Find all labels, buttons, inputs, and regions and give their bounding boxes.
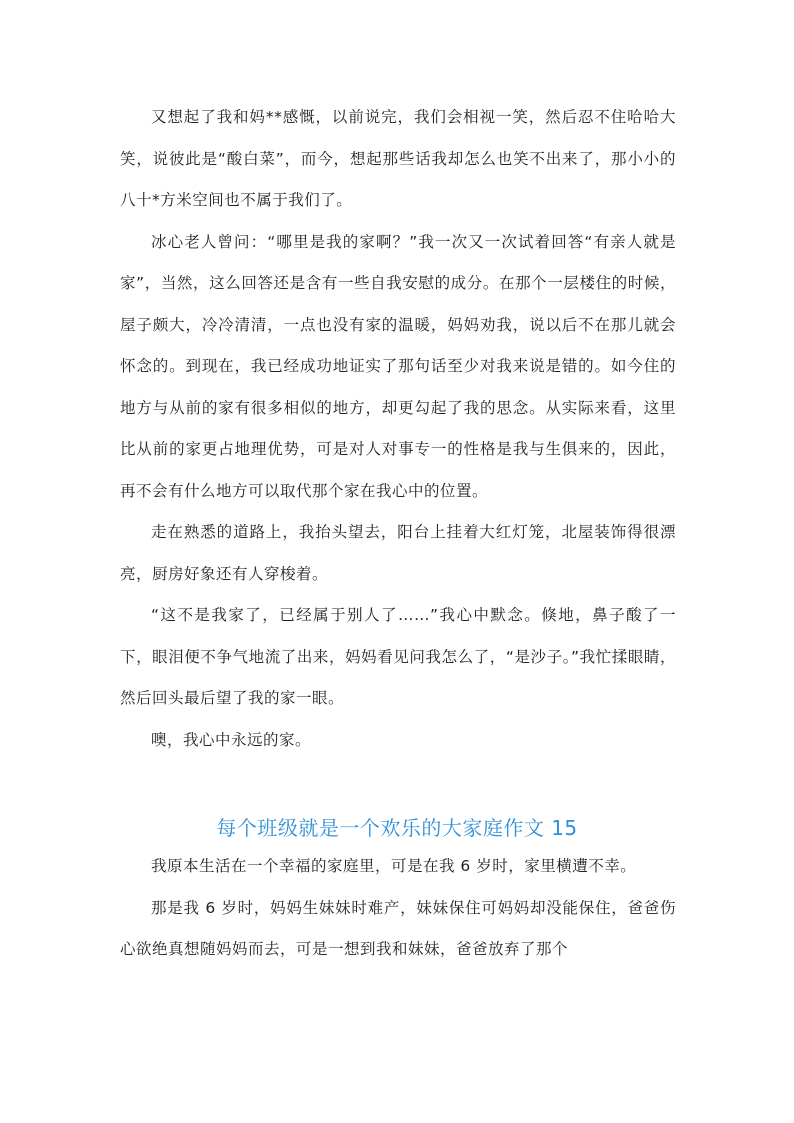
paragraph: 那是我 6 岁时，妈妈生妹妹时难产，妹妹保住可妈妈却没能保住，爸爸伤心欲绝真想随妈妈而去，可是一想到我和妹妹，爸爸放弃了那个 — [120, 898, 676, 958]
section-heading: 每个班级就是一个欢乐的大家庭作文 15 — [216, 816, 578, 840]
paragraph: 我原本生活在一个幸福的家庭里，可是在我 6 岁时，家里横遭不幸。 — [151, 857, 637, 875]
paragraph: 走在熟悉的道路上，我抬头望去，阳台上挂着大红灯笼，北屋装饰得很漂亮，厨房好象还有人穿梭着。 — [120, 523, 676, 583]
paragraph: “这不是我家了，已经属于别人了……”我心中默念。倏地，鼻子酸了一下，眼泪便不争气地流了出来，妈妈看见问我怎么了，“是沙子。”我忙揉眼睛，然后回头最后望了我的家一眼。 — [120, 606, 676, 707]
paragraph: 冰心老人曾问：“哪里是我的家啊？”我一次又一次试着回答“有亲人就是家”，当然，这么回答还是含有一些自我安慰的成分。在那个一层楼住的时候，屋子颇大，冷冷清清，一点也没有家的温暖，妈妈劝我，说以后不在那儿就会怀念的。到现在，我已经成功地证实了那句话至少对我来说是错的。如今住的地方与从前的家有很多相似的地方，却更勾起了我的思念。从实际来看，这里比从前的家更占地理优势，可是对人对事专一的性格是我与生俱来的，因此，再不会有什么地方可以取代那个家在我心中的位置。 — [120, 232, 676, 500]
paragraph: 又想起了我和妈**感慨，以前说完，我们会相视一笑，然后忍不住哈哈大笑，说彼此是“酸白菜”，而今，想起那些话我却怎么也笑不出来了，那小小的八十*方米空间也不属于我们了。 — [120, 108, 676, 209]
section-1-text — [120, 97, 676, 761]
paragraph: 噢，我心中永远的家。 — [151, 730, 312, 749]
section-2-text — [120, 846, 676, 971]
